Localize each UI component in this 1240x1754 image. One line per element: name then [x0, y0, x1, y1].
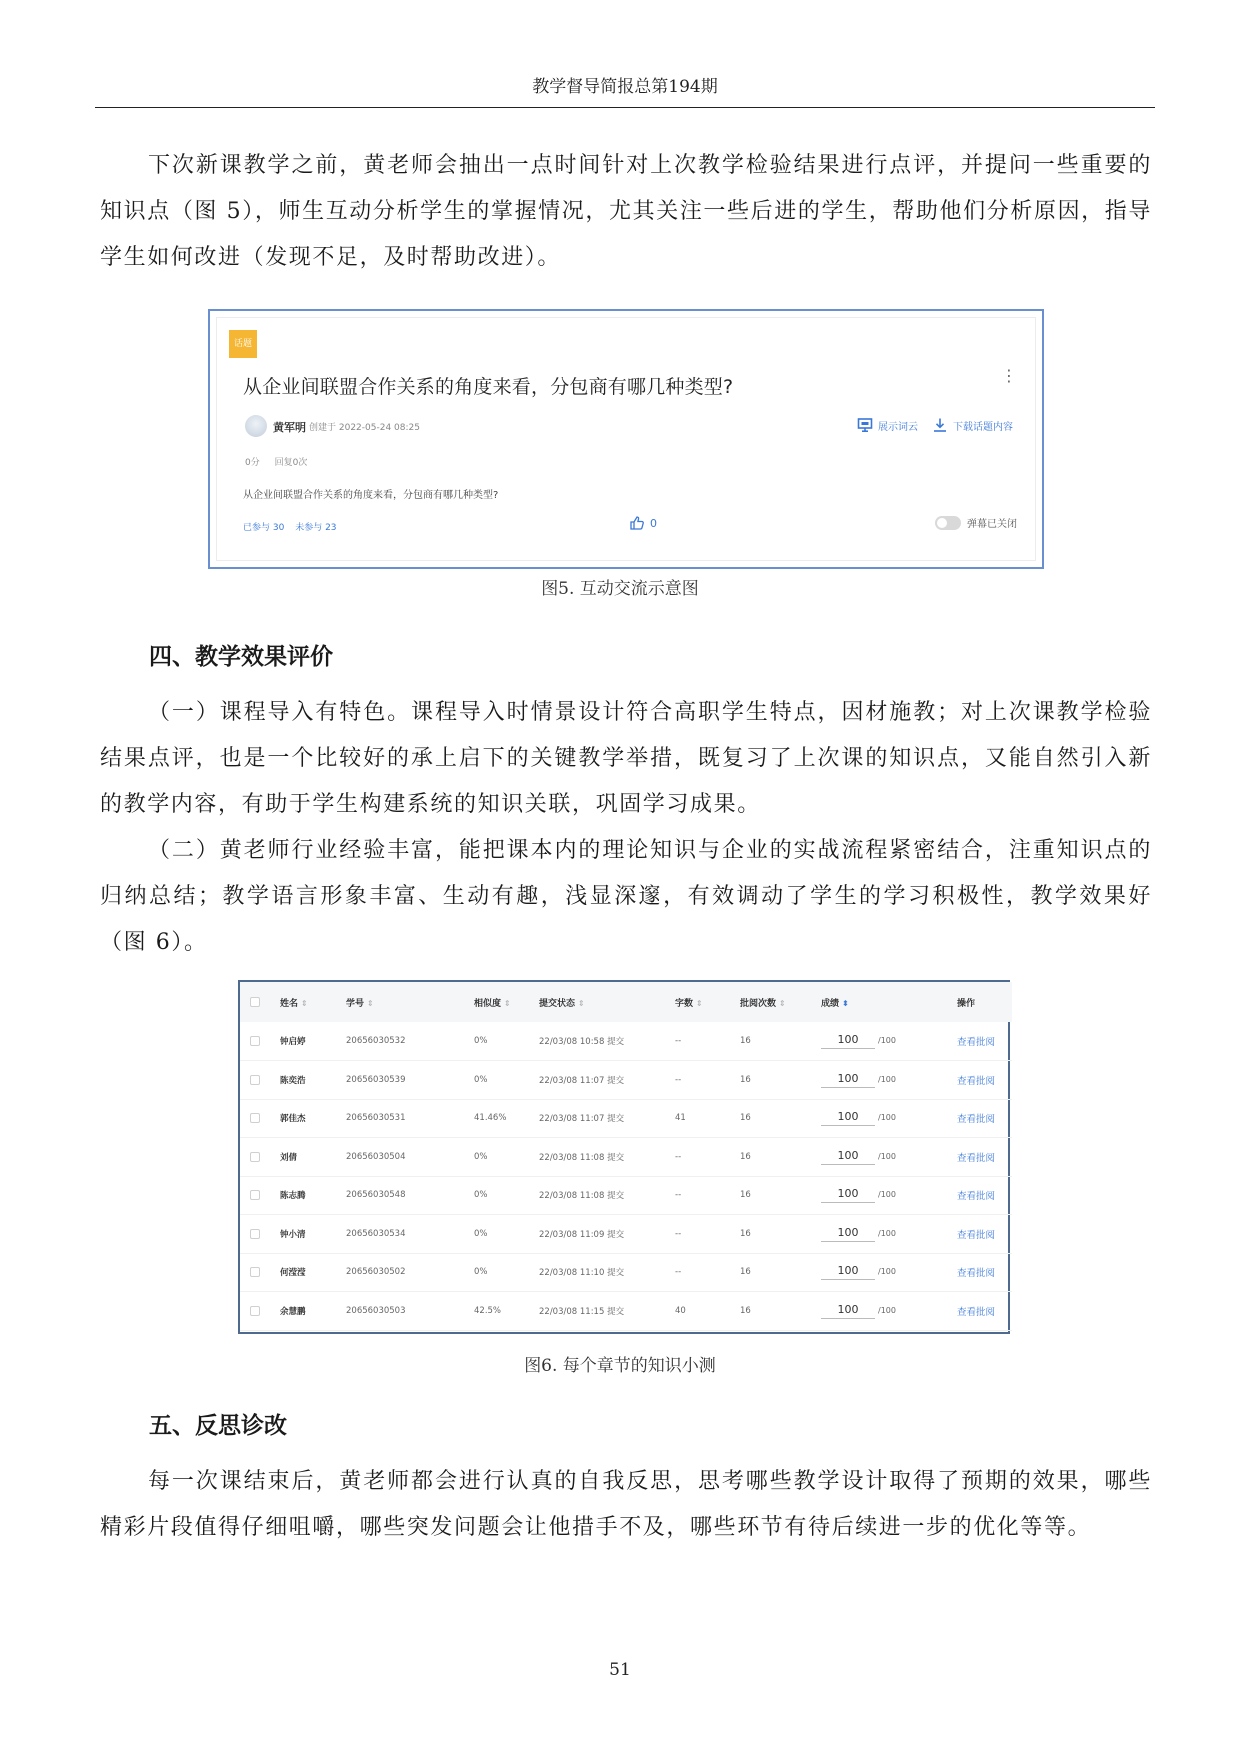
view-review-link[interactable]: 查看批阅 [957, 1022, 1012, 1061]
submit-status: 22/03/08 11:15 提交 [539, 1292, 675, 1331]
column-header-reviews[interactable]: 批阅次数 ⇕ [740, 982, 821, 1022]
not-participated-count[interactable]: 未参与 23 [295, 523, 337, 533]
similarity: 0% [474, 1022, 539, 1061]
table-row [240, 1061, 1012, 1100]
score-max: /100 [878, 1036, 896, 1045]
figure-5-topic-card-screenshot [208, 309, 1044, 569]
student-name: 钟小清 [280, 1215, 346, 1254]
score-input[interactable]: 100 [821, 1226, 875, 1242]
table-row [240, 1253, 1012, 1292]
score-input[interactable]: 100 [821, 1303, 875, 1319]
column-header-score[interactable]: 成绩 ⬍ [821, 982, 957, 1022]
section-4-heading: 四、教学效果评价 [149, 644, 333, 670]
running-header-title: 教学督导简报总第194期 [532, 77, 718, 97]
view-review-link[interactable]: 查看批阅 [957, 1292, 1012, 1331]
author-avatar [245, 415, 267, 437]
student-id: 20656030531 [346, 1099, 474, 1138]
student-name: 余慧鹏 [280, 1292, 346, 1331]
similarity: 41.46% [474, 1099, 539, 1138]
score-max: /100 [878, 1074, 896, 1084]
view-review-link[interactable]: 查看批阅 [957, 1215, 1012, 1254]
student-name: 何滢滢 [280, 1253, 346, 1292]
submit-status: 22/03/08 11:07 提交 [539, 1099, 675, 1138]
participation-stats [243, 520, 345, 533]
section-4-paragraph-2: （二）黄老师行业经验丰富，能把课本内的理论知识与企业的实战流程紧密结合，注重知识点的归纳总结；教学语言形象丰富、生动有趣，浅显深邃，有效调动了学生的学习积极性，教学效果好（图 6）。 [100, 838, 1152, 955]
row-checkbox[interactable] [250, 1306, 260, 1316]
submit-status: 22/03/08 11:10 提交 [539, 1253, 675, 1292]
table-row [240, 1292, 1012, 1331]
table-row [240, 1099, 1012, 1138]
score-input[interactable]: 100 [821, 1110, 875, 1126]
similarity: 0% [474, 1061, 539, 1100]
column-header-words[interactable]: 字数 ⇕ [675, 982, 740, 1022]
student-name: 郭佳杰 [280, 1099, 346, 1138]
like-count: 0 [650, 516, 657, 530]
intro-paragraph: 下次新课教学之前，黄老师会抽出一点时间针对上次教学检验结果进行点评，并提问一些重要的知识点（图 5），师生互动分析学生的掌握情况，尤其关注一些后进的学生，帮助他们分析原因，指导学生如何改进（发现不足，及时帮助改进）。 [100, 153, 1152, 270]
column-header-status[interactable]: 提交状态 ⇕ [539, 982, 675, 1022]
student-name: 陈志腾 [280, 1176, 346, 1215]
word-count: -- [675, 1022, 740, 1061]
row-checkbox[interactable] [250, 1267, 260, 1277]
student-id: 20656030503 [346, 1292, 474, 1331]
similarity: 0% [474, 1253, 539, 1292]
table-row [240, 1215, 1012, 1254]
submit-status: 22/03/08 11:07 提交 [539, 1061, 675, 1100]
similarity: 0% [474, 1215, 539, 1254]
running-header [95, 76, 1155, 108]
select-all-checkbox[interactable] [250, 997, 260, 1007]
view-review-link[interactable]: 查看批阅 [957, 1176, 1012, 1215]
score-max: /100 [878, 1267, 896, 1277]
sort-icon: ⇕ [696, 998, 703, 1008]
column-header-name[interactable]: 姓名 ⇕ [280, 982, 346, 1022]
similarity: 0% [474, 1138, 539, 1177]
created-time: 创建于 2022-05-24 08:25 [309, 423, 420, 433]
column-header-operation: 操作 [957, 982, 1012, 1022]
grade-table [240, 982, 1012, 1331]
student-id: 20656030502 [346, 1253, 474, 1292]
table-header-row [240, 982, 1012, 1022]
section-5-paragraph-1: 每一次课结束后，黄老师都会进行认真的自我反思，思考哪些教学设计取得了预期的效果，哪些精彩片段值得仔细咀嚼，哪些突发问题会让他措手不及，哪些环节有待后续进一步的优化等等。 [100, 1469, 1152, 1540]
table-row [240, 1138, 1012, 1177]
score-max: /100 [878, 1113, 896, 1123]
word-count: 41 [675, 1099, 740, 1138]
section-5-heading: 五、反思诊改 [149, 1413, 287, 1439]
download-topic-label: 下载话题内容 [953, 421, 1013, 433]
download-topic-button[interactable] [932, 417, 1013, 433]
topic-stats [245, 455, 319, 468]
review-count: 16 [740, 1292, 821, 1331]
table-row [240, 1176, 1012, 1215]
word-count: 40 [675, 1292, 740, 1331]
review-count: 16 [740, 1176, 821, 1215]
word-count: -- [675, 1215, 740, 1254]
section-4-paragraph-1: （一）课程导入有特色。课程导入时情景设计符合高职学生特点，因材施教；对上次课教学检验结果点评，也是一个比较好的承上启下的关键教学举措，既复习了上次课的知识点，又能自然引入新的教学内容，有助于学生构建系统的知识关联，巩固学习成果。 [100, 700, 1152, 817]
word-count: -- [675, 1138, 740, 1177]
view-review-link[interactable]: 查看批阅 [957, 1099, 1012, 1138]
student-id: 20656030548 [346, 1176, 474, 1215]
score-input[interactable]: 100 [821, 1149, 875, 1165]
student-id: 20656030539 [346, 1061, 474, 1100]
figure-5-caption: 图5. 互动交流示意图 [541, 579, 699, 599]
submit-status: 22/03/08 10:58 提交 [539, 1022, 675, 1061]
like-button[interactable] [629, 515, 657, 531]
page-number: 51 [609, 1660, 631, 1680]
barrage-toggle[interactable] [935, 516, 961, 530]
student-id: 20656030532 [346, 1022, 474, 1061]
row-checkbox[interactable] [250, 1113, 260, 1123]
review-count: 16 [740, 1215, 821, 1254]
review-count: 16 [740, 1022, 821, 1061]
row-checkbox[interactable] [250, 1229, 260, 1239]
show-wordcloud-button[interactable] [857, 417, 918, 433]
score-input[interactable]: 100 [821, 1264, 875, 1280]
topic-card [216, 317, 1036, 561]
sort-active-icon: ⬍ [842, 998, 849, 1008]
submit-status: 22/03/08 11:08 提交 [539, 1138, 675, 1177]
similarity: 42.5% [474, 1292, 539, 1331]
student-id: 20656030504 [346, 1138, 474, 1177]
show-wordcloud-label: 展示词云 [878, 421, 918, 433]
similarity: 0% [474, 1176, 539, 1215]
student-id: 20656030534 [346, 1215, 474, 1254]
topic-title: 从企业间联盟合作关系的角度来看，分包商有哪几种类型? [243, 376, 734, 398]
score-input[interactable]: 100 [821, 1033, 875, 1049]
row-checkbox[interactable] [250, 1036, 260, 1046]
score-input[interactable]: 100 [821, 1072, 875, 1088]
word-count: -- [675, 1176, 740, 1215]
view-review-link[interactable]: 查看批阅 [957, 1253, 1012, 1292]
barrage-status: 弹幕已关闭 [967, 519, 1017, 530]
row-checkbox[interactable] [250, 1152, 260, 1162]
word-count: -- [675, 1253, 740, 1292]
download-icon [932, 417, 948, 433]
sort-icon: ⇕ [301, 998, 308, 1008]
topic-content: 从企业间联盟合作关系的角度来看，分包商有哪几种类型? [243, 490, 499, 501]
review-count: 16 [740, 1138, 821, 1177]
view-review-link[interactable]: 查看批阅 [957, 1061, 1012, 1100]
topic-badge: 话题 [229, 330, 257, 358]
monitor-icon [857, 417, 873, 433]
score-max: /100 [878, 1190, 896, 1200]
student-name: 陈奕浩 [280, 1061, 346, 1100]
participated-count[interactable]: 已参与 30 [243, 523, 285, 533]
figure-6-grade-table-screenshot [238, 980, 1010, 1334]
figure-6-caption: 图6. 每个章节的知识小测 [524, 1356, 716, 1376]
view-review-link[interactable]: 查看批阅 [957, 1138, 1012, 1177]
review-count: 16 [740, 1099, 821, 1138]
score-max: /100 [878, 1228, 896, 1238]
table-row [240, 1022, 1012, 1061]
sort-icon: ⇕ [367, 998, 374, 1008]
review-count: 16 [740, 1253, 821, 1292]
row-checkbox[interactable] [250, 1190, 260, 1200]
row-checkbox[interactable] [250, 1075, 260, 1085]
column-header-id[interactable]: 学号 ⇕ [346, 982, 474, 1022]
submit-status: 22/03/08 11:08 提交 [539, 1176, 675, 1215]
review-count: 16 [740, 1061, 821, 1100]
word-count: -- [675, 1061, 740, 1100]
submit-status: 22/03/08 11:09 提交 [539, 1215, 675, 1254]
topic-replies: 回复0次 [274, 458, 308, 468]
score-max: /100 [878, 1151, 896, 1161]
sort-icon: ⇕ [504, 998, 511, 1008]
more-options-icon[interactable]: ⋮ [1001, 366, 1017, 385]
sort-icon: ⇕ [578, 998, 585, 1008]
student-name: 刘倩 [280, 1138, 346, 1177]
author-name: 黄军明 [273, 421, 306, 434]
barrage-toggle-group [935, 515, 1017, 530]
column-header-similarity[interactable]: 相似度 ⇕ [474, 982, 539, 1022]
student-name: 钟启婷 [280, 1022, 346, 1061]
score-input[interactable]: 100 [821, 1187, 875, 1203]
thumbs-up-icon [629, 515, 645, 531]
topic-score: 0分 [245, 458, 260, 468]
score-max: /100 [878, 1305, 896, 1315]
sort-icon: ⇕ [779, 998, 786, 1008]
